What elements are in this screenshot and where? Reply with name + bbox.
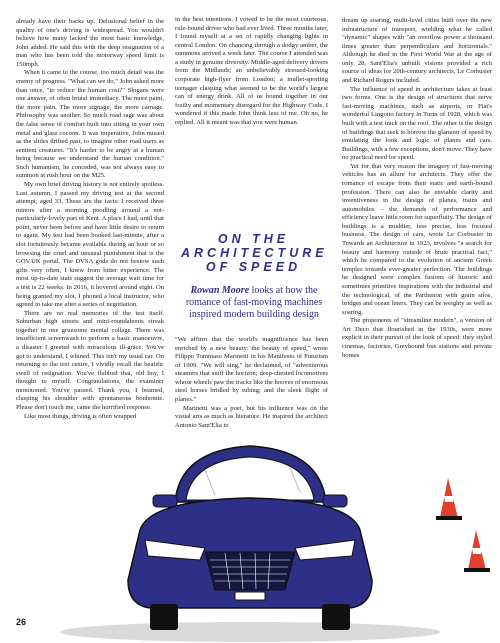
column1-paragraph: When it came to the course, too much detail was the enemy of progress. "What can we do," John asked more than once, "to reduce the human cost?" Slogans were one answer, of often brutal immediacy. The more paint, the more pain. The more signage, the more carnage. Philosophy was another. So much road rage was about the false sense of comfort built into sitting in your own metal and glass cocoon. It was imperative, John mused as the slides drifted past, to imagine other road users as sentient creatures. "It's harder to be angry at a human being because we understand the human condition." Such humanism, he conceded, was not always easy to summon at rush hour on the M25. [16, 69, 164, 180]
headline-line: OF SPEED [205, 260, 302, 274]
article-column-2-lower [175, 336, 328, 430]
column2b-paragraph: "We affirm that the world's magnificence has been enriched by a new beauty: the beauty of speed," wrote Filippo Tommaso Marinetti in his Manifesto of Futurism of 1909. "We will sing," he declaimed, of "adventurous steamers that sniff the horizon; deep-chested locomotives whose wheels paw the tracks like the hooves of enormous steel horses bridled by tubing; and the sleek flight of planes." [175, 336, 328, 404]
column3-paragraph: dream up soaring, multi-level cities built over the new infrastructure of transport, wielding what he called "dynamic" shapes with "an overflow power a thousand times greater than perpendiculars and horizontals." Although he died in the First World War at the age of only 28, Sant'Elia's unbuilt visions provided a rich source of ideas for 20th-century architects, Le Corbusier and Richard Rogers included. [342, 17, 492, 85]
headline-line: ARCHITECTURE [181, 246, 328, 260]
standfirst-text: looks at how the romance of fast-moving machines inspired modern building design [185, 285, 323, 320]
column3-paragraph: Yet for that very reason the imagery of fast-moving vehicles has an allure for architects. They offer the romance of escape from their static and earth-bound profession. There can also be enviable clarity and inventiveness in the design of planes, trains and automobiles – the demands of performance and efficiency leave little room for superfluity. The design of buildings is a muddier, less precise, less focused business. The design of cars, wrote Le Corbusier in Towards an Architecture in 1923, involves "a search for beauty and harmony outside of brute practical fact," which he compared to the evolution of ancient Greek temples towards ever-greater perfection. The buildings he designed were complex fusions of historic and sometimes primitive inspirations with the industrial and the technological, of the Parthenon with grain silos, bridges and ocean liners. They can be weighty as well as soaring. [342, 162, 492, 316]
author-byline: Rowan Moore [190, 285, 250, 296]
traffic-cone-icon [464, 530, 490, 572]
column1-paragraph: already have their backs up. Delusional belief in the quality of one's driving is widespread. You wouldn't believe how many lacked the most basic knowledge, John added. He said this with the deep resignation of a man who has been told the motorway speed limit is 150mph. [16, 18, 164, 68]
article-headline [181, 232, 326, 274]
column3-paragraph: The proponents of "streamline modern", a version of Art Deco that flourished in the 1930s, were more explicit in their pursuit of the look of speed: they styled cinemas, factories, Greyhound bus stations and private homes [342, 317, 492, 359]
traffic-cone-icon [436, 478, 462, 520]
article-standfirst [180, 285, 328, 321]
column1-paragraph: There are no real memories of the test itself. Suburban high streets and mini-roundabouts streak together in one gruesome mental collage. There was insufficient screenwash to perform a basic manoeuvre, a disaster I greeted with miraculous ill-grace. You've got to understand, I whined. This isn't my usual car. On returning to the test centre, I vividly recall the beatific swell of resignation. You've flubbed that, old boy, I thought to myself. Congratulations, the examiner monotoned. You've passed. Thank you, I beamed, clasping his shoulder with spontaneous bonhomie. Please don't touch me, came the horrified response. [16, 309, 164, 412]
column1-paragraph: My own brief driving history is not entirely spotless. Last autumn, I passed my driving test at the second attempt, aged 33. These are the facts: I received three minors after a morning poodling around a not-particularly-lovely part of Kent. A place I had, until that point, never been before and have little desire to return to again. My test had been booked last-minute, after a slot fortuitously became available during an hour or so browsing the cruel and unusual punishment that is the GOV.UK portal. The DVSA gods do not bestow such gifts very often, I knew from bitter experience. The most up-to-date stats suggest the average wait time for a test is 22 weeks. In 2016, it hovered around eight. On being granted my slot, I phoned a local instructor, who agreed to take me after a series of negotiation. [16, 180, 164, 309]
column2b-paragraph: Marinetti was a poet, but his influence was on the visual arts as much as literature. He inspired the architect Antonio Sant'Elia to [175, 404, 328, 429]
headline-line: ON THE [217, 232, 290, 246]
article-column-2 [175, 16, 328, 128]
page-number: 26 [16, 617, 27, 627]
article-column-3 [342, 17, 492, 360]
column3-paragraph: The influence of speed in architecture takes at least two forms. One is the design of structures that serve fast-moving machines, such as airports, or Fiat's wonderful Lingotto factory in Turin of 1928, which was built with a test track on the roof. The other is the design of buildings that seek to borrow the glamour of speed by emulating the look and logic of planes and cars. Buildings, with a few exceptions, don't move. They have no practical need for speed. [342, 85, 492, 162]
column2-paragraph: in the best intentions. I vowed to be the most courteous, rule-bound driver who had ever lived. Three months later, I found myself at a set of rapidly changing lights in central London. On chancing through a dodgy amber, the summons arrived a week later. The course I attended was a study in genuine diversity. Middle-aged delivery drivers from the Midlands; an unbelievably stressed-looking corporate high-flyer from London; a mullet-sporting teenager clasping what seemed to be the world's largest can of energy drink. All of us bound together in our frailty and momentary disregard for the Highway Code. I wondered if this made John think less of me. Oh no, he replied. All it meant was that you were human. [175, 16, 328, 126]
column1-paragraph: Like most things, driving is often wrapped [24, 412, 137, 420]
article-column-1 [16, 18, 164, 421]
